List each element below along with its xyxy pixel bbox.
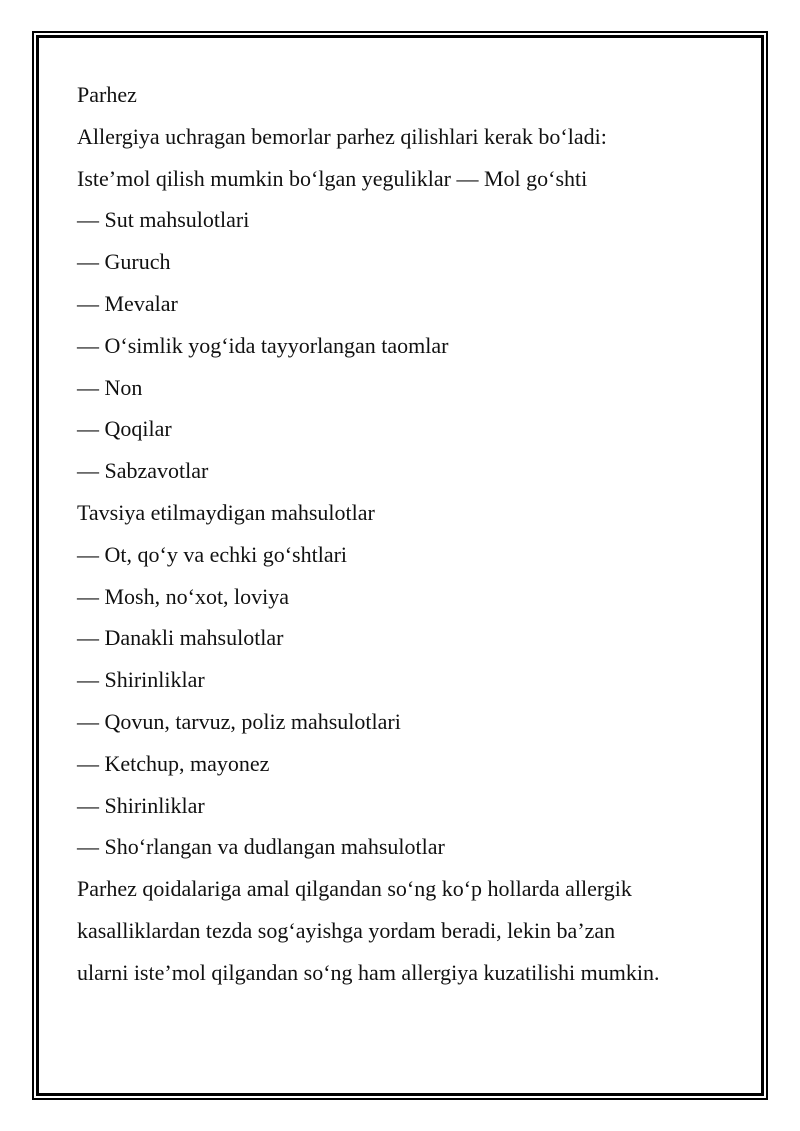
not-recommended-item: — Ot, qo‘y va echki go‘shtlari [77,541,348,567]
conclusion-line: kasalliklardan tezda sog‘ayishga yordam beradi, lekin ba’zan [77,917,616,943]
page-title: Parhez [77,82,137,107]
allowed-food-item: — Mevalar [77,290,178,316]
allowed-food-item: — Sabzavotlar [77,458,209,484]
intro-line: Allergiya uchragan bemorlar parhez qilishlari kerak bo‘ladi: [77,123,607,149]
allowed-food-item: — Qoqilar [77,416,172,442]
not-recommended-item: — Danakli mahsulotlar [77,625,284,651]
not-recommended-item: — Mosh, no‘xot, loviya [77,583,290,609]
not-recommended-item: — Ketchup, mayonez [77,750,270,776]
document-body [77,74,737,994]
allowed-food-item: — Sut mahsulotlari [77,207,250,233]
not-recommended-item: — Shirinliklar [77,792,205,818]
not-recommended-item: — Sho‘rlangan va dudlangan mahsulotlar [77,834,445,860]
allowed-foods-heading: Iste’mol qilish mumkin bo‘lgan yeguliklar — Mol go‘shti [77,165,588,191]
not-recommended-item: — Qovun, tarvuz, poliz mahsulotlari [77,708,401,734]
allowed-food-item: — O‘simlik yog‘ida tayyorlangan taomlar [77,332,449,358]
allowed-food-item: — Non [77,374,143,400]
conclusion-line: Parhez qoidalariga amal qilgandan so‘ng ko‘p hollarda allergik [77,876,632,902]
allowed-food-item: — Guruch [77,249,171,275]
conclusion-line: ularni iste’mol qilgandan so‘ng ham allergiya kuzatilishi mumkin. [77,959,660,985]
not-recommended-heading: Tavsiya etilmaydigan mahsulotlar [77,499,375,525]
not-recommended-item: — Shirinliklar [77,667,205,693]
